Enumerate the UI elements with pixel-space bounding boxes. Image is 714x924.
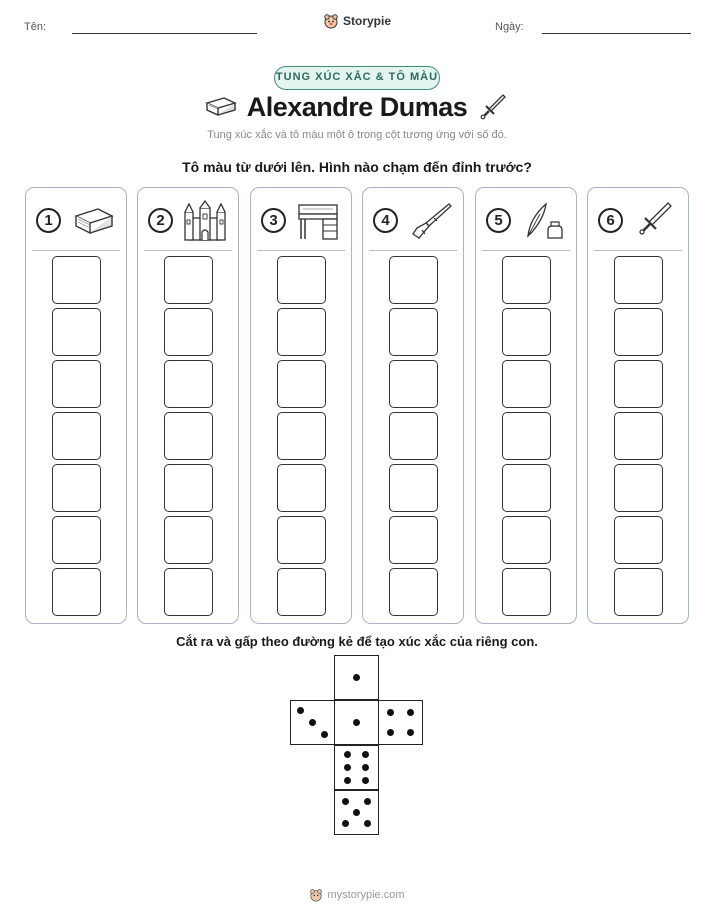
color-cell[interactable]: [164, 516, 213, 564]
column-2: [137, 187, 239, 624]
column-header: [476, 188, 576, 250]
color-cell[interactable]: [502, 568, 551, 616]
brand-name: Storypie: [342, 14, 391, 28]
column-divider: [257, 250, 345, 251]
castle-icon: [182, 200, 228, 242]
color-cell[interactable]: [389, 516, 438, 564]
color-cell[interactable]: [614, 568, 663, 616]
cut-instruction: Cắt ra và gấp theo đường kẻ để tạo xúc xắc của riêng con.: [176, 634, 538, 649]
color-cell[interactable]: [164, 308, 213, 356]
column-header: [588, 188, 688, 250]
column-header: [26, 188, 126, 250]
dice-pip: [387, 709, 394, 716]
color-cell[interactable]: [389, 412, 438, 460]
column-header: [251, 188, 351, 250]
dice-pip: [353, 674, 360, 681]
book-icon: [70, 200, 116, 242]
name-line: [72, 33, 257, 34]
activity-badge: TUNG XÚC XẮC & TÔ MÀU: [274, 66, 440, 90]
color-cell[interactable]: [502, 256, 551, 304]
column-3: [250, 187, 352, 624]
dice-pip: [353, 719, 360, 726]
column-divider: [32, 250, 120, 251]
dice-pip: [344, 751, 351, 758]
color-cell[interactable]: [277, 464, 326, 512]
dice-pip: [321, 731, 328, 738]
color-cell[interactable]: [277, 568, 326, 616]
dice-pip: [297, 707, 304, 714]
color-cell[interactable]: [164, 412, 213, 460]
dice-pip: [362, 764, 369, 771]
dice-pip: [342, 820, 349, 827]
color-cell[interactable]: [164, 256, 213, 304]
color-cell[interactable]: [502, 412, 551, 460]
dice-face-3: [290, 700, 335, 745]
column-divider: [482, 250, 570, 251]
dice-pip: [344, 777, 351, 784]
dice-face-1: [334, 700, 379, 745]
instruction-text: Tô màu từ dưới lên. Hình nào chạm đến đỉnh trước?: [182, 159, 532, 175]
color-cell[interactable]: [389, 256, 438, 304]
color-cell[interactable]: [52, 256, 101, 304]
color-cell[interactable]: [52, 516, 101, 564]
color-cell[interactable]: [164, 360, 213, 408]
writing-desk-icon: [295, 200, 341, 242]
column-header: [138, 188, 238, 250]
column-1: [25, 187, 127, 624]
color-cell[interactable]: [502, 464, 551, 512]
dice-pip: [387, 729, 394, 736]
color-cell[interactable]: [614, 412, 663, 460]
column-4: [362, 187, 464, 624]
subtitle: Tung xúc xắc và tô màu một ô trong cột tương ứng với số đó.: [207, 129, 507, 141]
color-cell[interactable]: [277, 412, 326, 460]
dice-pip: [407, 729, 414, 736]
brand-logo: [0, 13, 714, 29]
page-title: Alexandre Dumas: [246, 92, 468, 122]
color-cell[interactable]: [614, 308, 663, 356]
column-divider: [369, 250, 457, 251]
color-cell[interactable]: [502, 516, 551, 564]
color-cell[interactable]: [52, 308, 101, 356]
color-cell[interactable]: [164, 568, 213, 616]
color-cell[interactable]: [277, 516, 326, 564]
column-divider: [144, 250, 232, 251]
dice-pip: [362, 751, 369, 758]
dice-face-5: [334, 790, 379, 835]
dice-pip: [362, 777, 369, 784]
dice-pip: [364, 820, 371, 827]
storypie-mascot-icon: [323, 13, 339, 29]
color-cell[interactable]: [502, 360, 551, 408]
column-5: [475, 187, 577, 624]
color-cell[interactable]: [389, 308, 438, 356]
date-line: [542, 33, 691, 34]
column-number: 4: [373, 208, 398, 233]
color-cell[interactable]: [52, 568, 101, 616]
color-cell[interactable]: [389, 464, 438, 512]
musket-icon: [407, 200, 453, 242]
color-cell[interactable]: [614, 464, 663, 512]
column-number: 2: [148, 208, 173, 233]
dice-face-1: [334, 655, 379, 700]
color-cell[interactable]: [614, 256, 663, 304]
column-divider: [594, 250, 682, 251]
color-cell[interactable]: [614, 516, 663, 564]
dice-pip: [353, 809, 360, 816]
color-cell[interactable]: [277, 308, 326, 356]
dice-face-4: [378, 700, 423, 745]
footer-url: mystorypie.com: [327, 889, 405, 901]
sword-title-icon: [478, 92, 508, 122]
column-header: [363, 188, 463, 250]
column-number: 5: [486, 208, 511, 233]
dice-pip: [364, 798, 371, 805]
color-cell[interactable]: [164, 464, 213, 512]
color-cell[interactable]: [502, 308, 551, 356]
color-cell[interactable]: [52, 360, 101, 408]
color-cell[interactable]: [52, 412, 101, 460]
color-cell[interactable]: [52, 464, 101, 512]
color-cell[interactable]: [614, 360, 663, 408]
column-6: [587, 187, 689, 624]
column-number: 6: [598, 208, 623, 233]
name-label: Tên:: [24, 21, 47, 33]
footer: [0, 888, 714, 902]
dice-pip: [407, 709, 414, 716]
dice-pip: [344, 764, 351, 771]
column-number: 1: [36, 208, 61, 233]
quill-inkwell-icon: [520, 200, 566, 242]
color-cell[interactable]: [389, 568, 438, 616]
dice-face-6: [334, 745, 379, 790]
color-cell[interactable]: [277, 360, 326, 408]
sword-icon: [632, 200, 678, 242]
color-cell[interactable]: [389, 360, 438, 408]
column-number: 3: [261, 208, 286, 233]
dice-pip: [342, 798, 349, 805]
date-label: Ngày:: [495, 21, 524, 33]
storypie-mascot-icon: [309, 888, 323, 902]
color-cell[interactable]: [277, 256, 326, 304]
dice-pip: [309, 719, 316, 726]
